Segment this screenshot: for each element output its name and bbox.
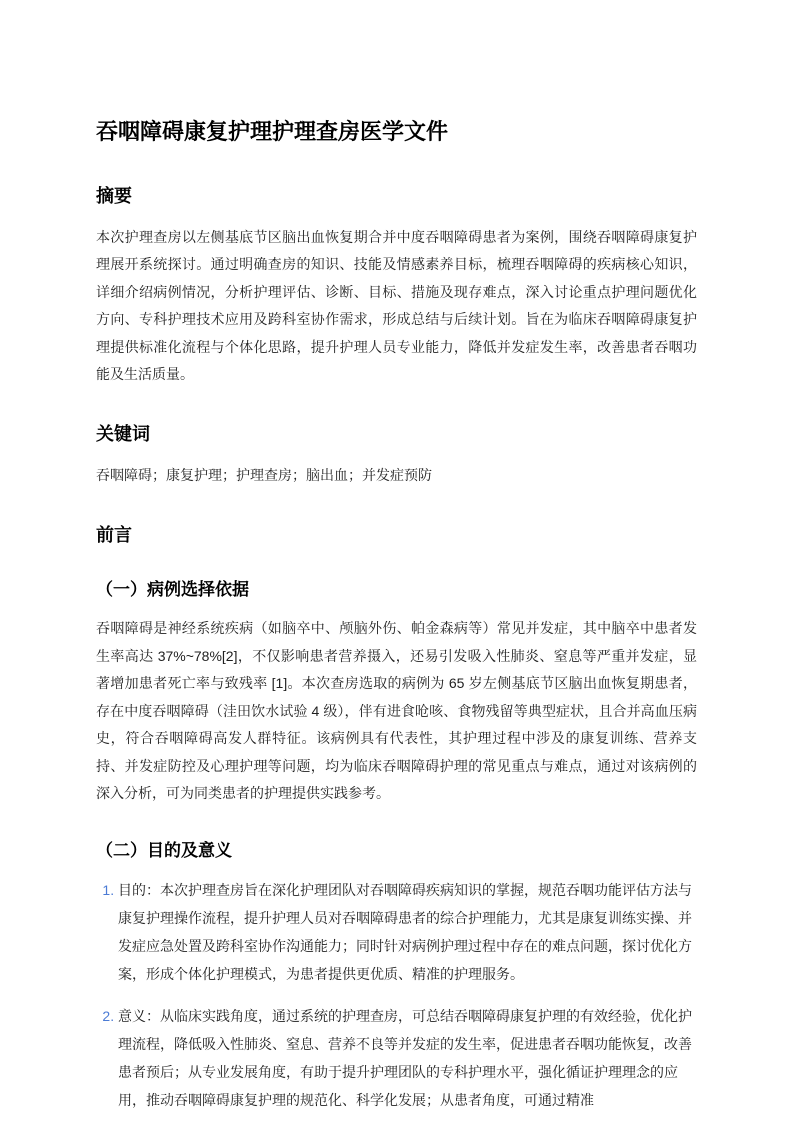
abstract-heading: 摘要 (96, 185, 132, 206)
case-selection-paragraph: 吞咽障碍是神经系统疾病（如脑卒中、颅脑外伤、帕金森病等）常见并发症，其中脑卒中患者发生率高达 37%~78%[2]，不仅影响患者营养摄入，还易引发吸入性肺炎、窒息等严重并发症，显著增加患者死亡率与致残率 [1]。本次查房选取的病例为 65 岁左侧基底节区脑出血恢复期患者，存在中度吞咽障碍（洼田饮水试验 4 级），伴有进食呛咳、食物残留等典型症状，且合并高血压病史，符合吞咽障碍高发人群特征。该病例具有代表性，其护理过程中涉及的康复训练、营养支持、并发症防控及心理护理等问题，均为临床吞咽障碍护理的常见重点与难点，通过对该病例的深入分析，可为同类患者的护理提供实践参考。 (96, 620, 697, 802)
keywords-heading: 关键词 (96, 423, 150, 444)
purpose-significance-heading: （二）目的及意义 (96, 840, 232, 860)
list-item-significance (118, 1002, 697, 1114)
purpose-significance-list (96, 876, 697, 1114)
list-item-significance-text: 意义：从临床实践角度，通过系统的护理查房，可总结吞咽障碍康复护理的有效经验，优化护理流程，降低吸入性肺炎、窒息、营养不良等并发症的发生率，促进患者吞咽功能恢复，改善患者预后；从专业发展角度，有助于提升护理团队的专科护理水平，强化循证护理理念的应用，推动吞咽障碍康复护理的规范化、科学化发展；从患者角度，可通过精准 (118, 1007, 692, 1108)
keywords-line: 吞咽障碍；康复护理；护理查房；脑出血；并发症预防 (96, 467, 432, 484)
list-item-purpose (118, 876, 697, 988)
document-title: 吞咽障碍康复护理护理查房医学文件 (96, 119, 449, 144)
preface-heading: 前言 (96, 524, 132, 545)
list-item-purpose-text: 目的：本次护理查房旨在深化护理团队对吞咽障碍疾病知识的掌握，规范吞咽功能评估方法与康复护理操作流程，提升护理人员对吞咽障碍患者的综合护理能力，尤其是康复训练实操、并发症应急处置及跨科室协作沟通能力；同时针对病例护理过程中存在的难点问题，探讨优化方案，形成个体化护理模式，为患者提供更优质、精准的护理服务。 (118, 881, 692, 982)
abstract-paragraph: 本次护理查房以左侧基底节区脑出血恢复期合并中度吞咽障碍患者为案例，围绕吞咽障碍康复护理展开系统探讨。通过明确查房的知识、技能及情感素养目标，梳理吞咽障碍的疾病核心知识，详细介绍病例情况，分析护理评估、诊断、目标、措施及现存难点，深入讨论重点护理问题优化方向、专科护理技术应用及跨科室协作需求，形成总结与后续计划。旨在为临床吞咽障碍康复护理提供标准化流程与个体化思路，提升护理人员专业能力，降低并发症发生率，改善患者吞咽功能及生活质量。 (96, 228, 697, 383)
case-selection-heading: （一）病例选择依据 (96, 580, 249, 600)
